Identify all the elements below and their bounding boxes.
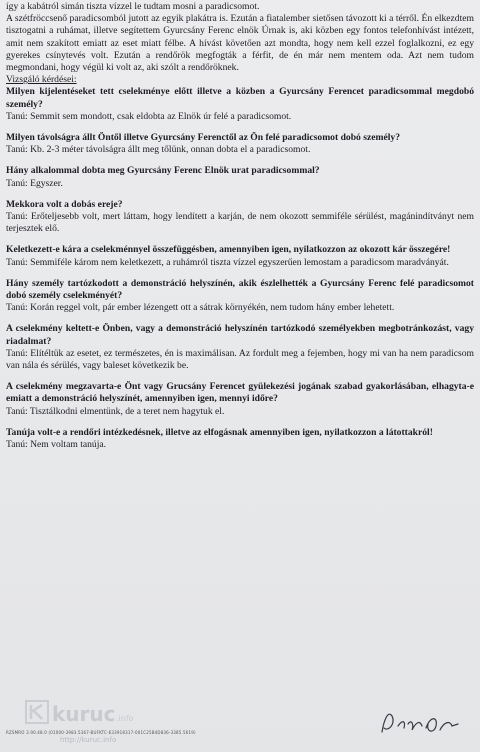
qa-item-2 (6, 132, 474, 156)
handwritten-signature-icon (378, 702, 468, 742)
qa-item-9 (6, 427, 474, 451)
answer: Tanú: Tisztálkodni elmentünk, de a teret nem hagytuk el. (6, 405, 225, 417)
question: Milyen kijelentéseket tett cselekménye előtt illetve a közben a Gyurcsány Ferencet paradicsommal megdobó személy? (6, 86, 474, 110)
qa-item-6 (6, 278, 474, 315)
qa-item-7 (6, 323, 474, 372)
answer: Tanú: Kb. 2-3 méter távolságra állt meg tőlünk, onnan dobta el a paradicsomot. (6, 144, 311, 156)
answer: Tanú: Korán reggel volt, pár ember lézengett ott a sátrak környékén, nem tudom hány ember lehetett. (6, 302, 395, 314)
question: Hány alkalommal dobta meg Gyurcsány Ferenc Elnök urat paradicsommal? (6, 165, 320, 177)
question: Hány személy tartózkodott a demonstráció helyszínén, akik észlelhették a Gyurcsány Ferenc felé paradicsomot dobó személy cselekményét? (6, 277, 474, 302)
answer: Tanú: Egyszer. (6, 177, 63, 189)
question: Milyen távolságra állt Öntől illetve Gyurcsány Ferenctől az Ön felé paradicsomot dobó személy? (6, 132, 400, 144)
watermark-url: http://kuruc.info (60, 736, 117, 744)
intro-paragraph: A szétfröccsenő paradicsomból jutott az egyik plakátra is. Ezután a fiatalember sietősen távozott ki a térről. Én elkezdtem tisztogatni a ruhámat, illetve segítettem Gyurcsány Ferenc elnök Úrnak is, aki közben egy fontos telefonhívást intézett, amit nem szakított emiatt az eset miatt félbe. A hívást követően azt mondta, hogy nem kell ezzel foglalkozni, ez egy gyerekes csínytevés volt. Ezután a rendőrök megfogták a férfit, de én már nem mentem oda. Azt nem tudom megmondani, hogy végül ki volt az, aki szólt a rendőröknek. (6, 13, 474, 74)
question: Mekkora volt a dobás ereje? (6, 198, 123, 210)
qa-item-1 (6, 86, 474, 123)
answer: Tanú: Erőteljesebb volt, mert láttam, hogy lendített a karján, de nem okozott semmiféle sérülést, magánindítványt nem terjesztek elő. (6, 211, 474, 235)
footer-code: RZSMRO 3.90.48.0 (01000-3983.5367-BUFKTC-633918317-001C25B4D836-3385.5619) (6, 730, 196, 735)
answer: Tanú: Nem voltam tanúja. (6, 439, 107, 451)
answer: Tanú: Semmit sem mondott, csak eldobta az Elnök úr felé a paradicsomot. (6, 110, 292, 122)
qa-item-4 (6, 199, 474, 236)
question: Tanúja volt-e a rendőri intézkedésnek, illetve az elfogásnak amennyiben igen, nyilatkozzon a látottakról! (6, 426, 433, 438)
qa-item-3 (6, 165, 474, 189)
kuruc-logo-icon (24, 695, 144, 735)
watermark-suffix: .info (116, 714, 134, 723)
qa-item-5 (6, 244, 474, 268)
document-body (6, 1, 474, 460)
intro-line-1: így a kabátról simán tiszta vízzel le tudtam mosni a paradicsomot. (6, 1, 260, 12)
question: A cselekmény megzavarta-e Önt vagy Grucsány Ferencet gyülekezési jogának szabad gyakorlásában, elhagyta-e emiatt a demonstráció helyszínét, amennyiben igen, mennyi időre? (6, 381, 474, 405)
section-title: Vizsgáló kérdései: (6, 74, 77, 86)
question: A cselekmény keltett-e Önben, vagy a demonstráció helyszínén tartózkodó személyekben megbotránkozást, vagy riadalmat? (6, 323, 474, 347)
qa-item-8 (6, 381, 474, 418)
answer: Tanú: Elítéltük az esetet, ez természetes, én is maximálisan. Az fordult meg a fejemben, hogy mi van ha nem paradicsom van nála és sérülés, vagy baleset következik be. (6, 347, 474, 372)
answer: Tanú: Semmiféle károm nem keletkezett, a ruhámról tiszta vízzel egyszerűen lemostam a paradicsom maradványát. (6, 256, 449, 268)
watermark-text: kuruc (52, 702, 116, 726)
question: Keletkezett-e kára a cselekménnyel összefüggésben, amennyiben igen, nyilatkozzon az okozott kár összegére! (6, 244, 451, 256)
